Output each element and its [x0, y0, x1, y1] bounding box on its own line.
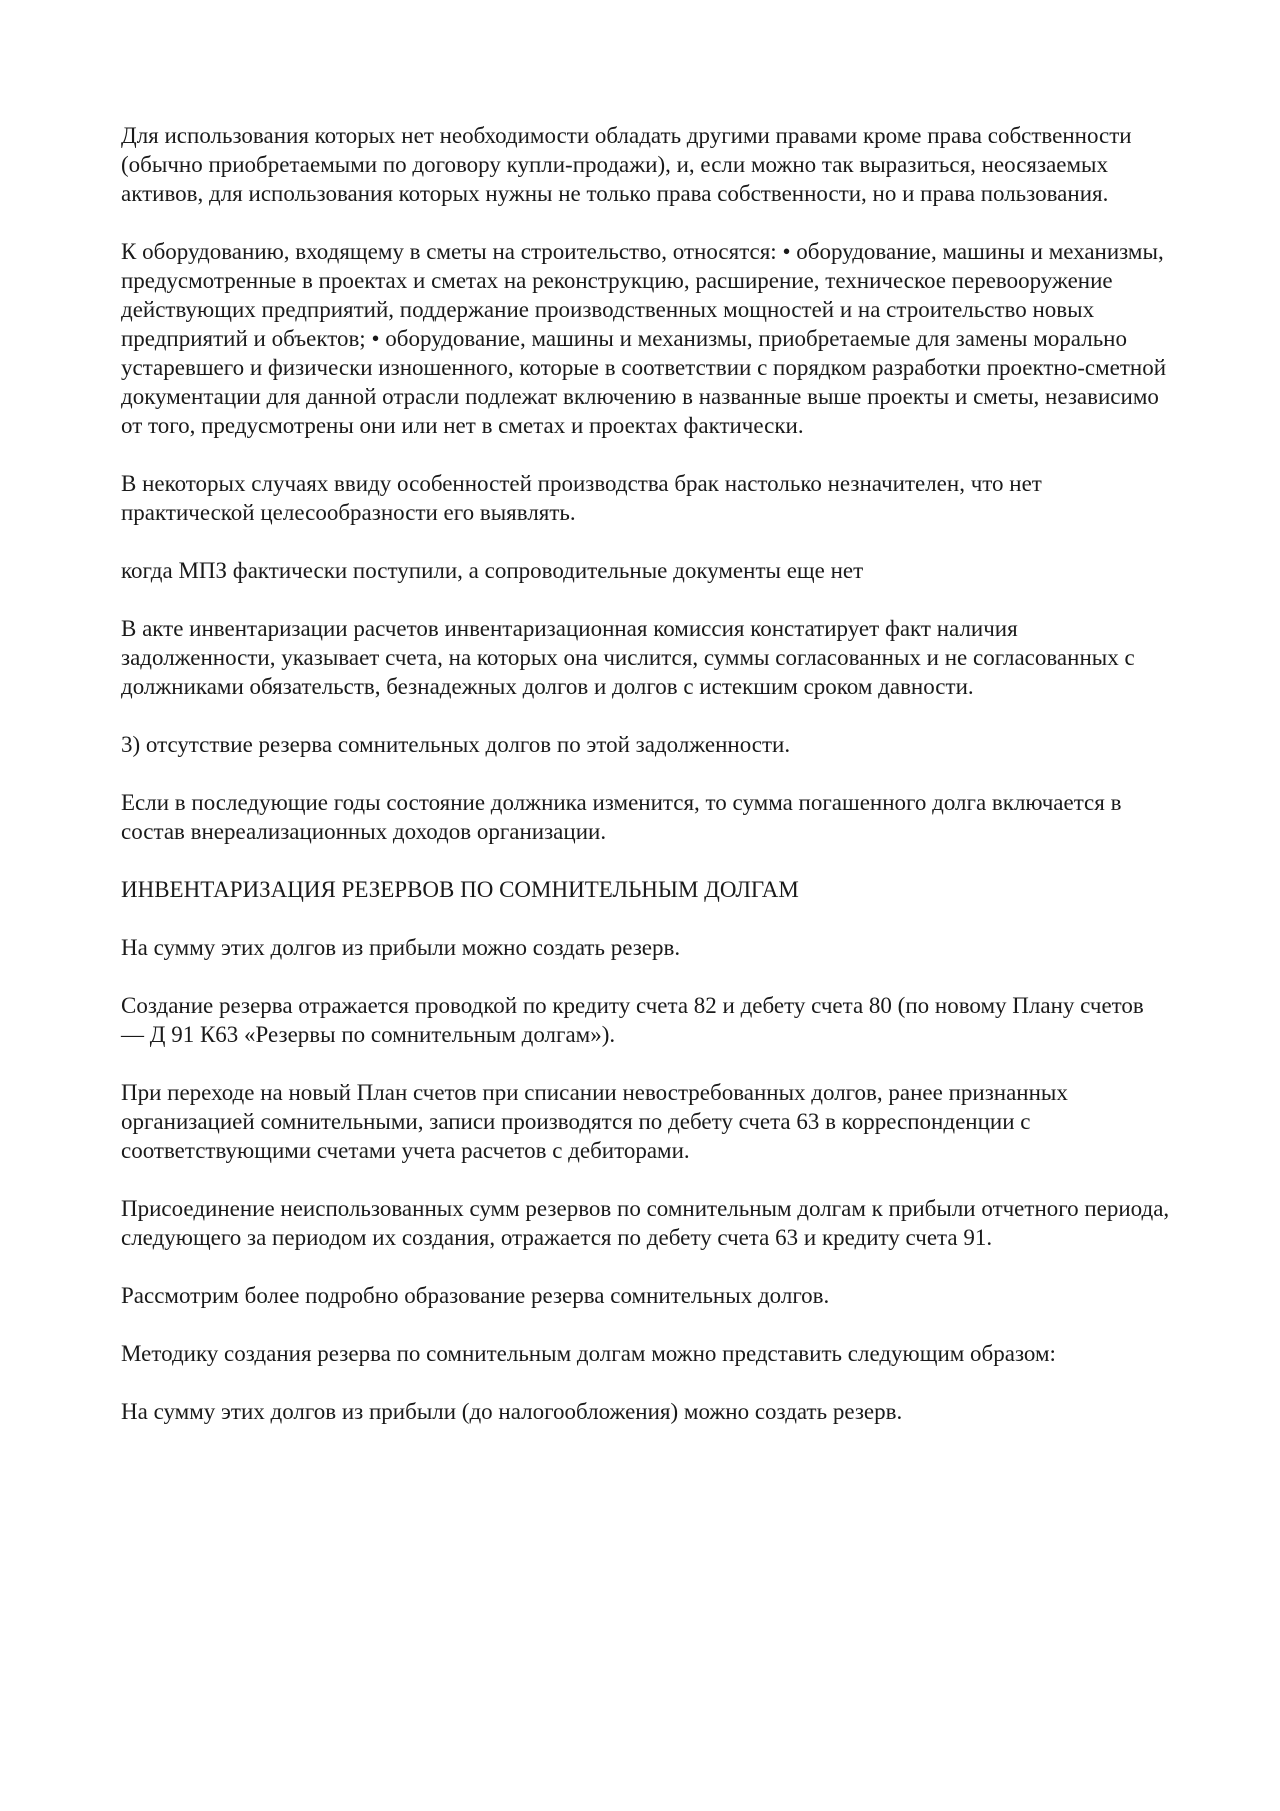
- paragraph-1: Для использования которых нет необходимости обладать другими правами кроме права собственности (обычно приобретаемыми по договору купли-продажи), и, если можно так выразиться, неосязаемых активов, для использования которых нужны не только права собственности, но и права пользования.: [121, 123, 1132, 206]
- paragraph-4: когда МПЗ фактически поступили, а сопроводительные документы еще нет: [121, 558, 864, 583]
- paragraph-2: К оборудованию, входящему в сметы на строительство, относятся: • оборудование, машины и механизмы, предусмотренные в проектах и сметах на реконструкцию, расширение, техническое перевооружение действующих предприятий, поддержание производственных мощностей и на строительство новых предприятий и объектов; • оборудование, машины и механизмы, приобретаемые для замены морально устаревшего и физически изношенного, которые в соответствии с порядком разработки проектно-сметной документации для данной отрасли подлежат включению в названные выше проекты и сметы, независимо от того, предусмотрены они или нет в сметах и проектах фактически.: [121, 239, 1167, 438]
- paragraph-3: В некоторых случаях ввиду особенностей производства брак настолько незначителен, что нет практической целесообразности его выявлять.: [121, 471, 1042, 525]
- paragraph-9: На сумму этих долгов из прибыли можно создать резерв.: [121, 935, 681, 960]
- paragraph-7: Если в последующие годы состояние должника изменится, то сумма погашенного долга включается в состав внереализационных доходов организации.: [121, 790, 1122, 844]
- paragraph-14: Методику создания резерва по сомнительным долгам можно представить следующим образом:: [121, 1341, 1056, 1366]
- document-page: [121, 121, 1171, 1455]
- paragraph-10: Создание резерва отражается проводкой по кредиту счета 82 и дебету счета 80 (по новому Плану счетов — Д 91 К63 «Резервы по сомнительным долгам»).: [121, 993, 1144, 1047]
- section-heading: ИНВЕНТАРИЗАЦИЯ РЕЗЕРВОВ ПО СОМНИТЕЛЬНЫМ ДОЛГАМ: [121, 877, 799, 902]
- paragraph-11: При переходе на новый План счетов при списании невостребованных долгов, ранее признанных организацией сомнительными, записи производятся по дебету счета 63 в корреспонденции с соответствующими счетами учета расчетов с дебиторами.: [121, 1080, 1068, 1163]
- paragraph-12: Присоединение неиспользованных сумм резервов по сомнительным долгам к прибыли отчетного периода, следующего за периодом их создания, отражается по дебету счета 63 и кредиту счета 91.: [121, 1196, 1170, 1250]
- paragraph-15: На сумму этих долгов из прибыли (до налогообложения) можно создать резерв.: [121, 1399, 903, 1424]
- paragraph-6: 3) отсутствие резерва сомнительных долгов по этой задолженности.: [121, 732, 791, 757]
- paragraph-5: В акте инвентаризации расчетов инвентаризационная комиссия констатирует факт наличия задолженности, указывает счета, на которых она числится, суммы согласованных и не согласованных с должниками обязательств, безнадежных долгов и долгов с истекшим сроком давности.: [121, 616, 1135, 699]
- paragraph-13: Рассмотрим более подробно образование резерва сомнительных долгов.: [121, 1283, 830, 1308]
